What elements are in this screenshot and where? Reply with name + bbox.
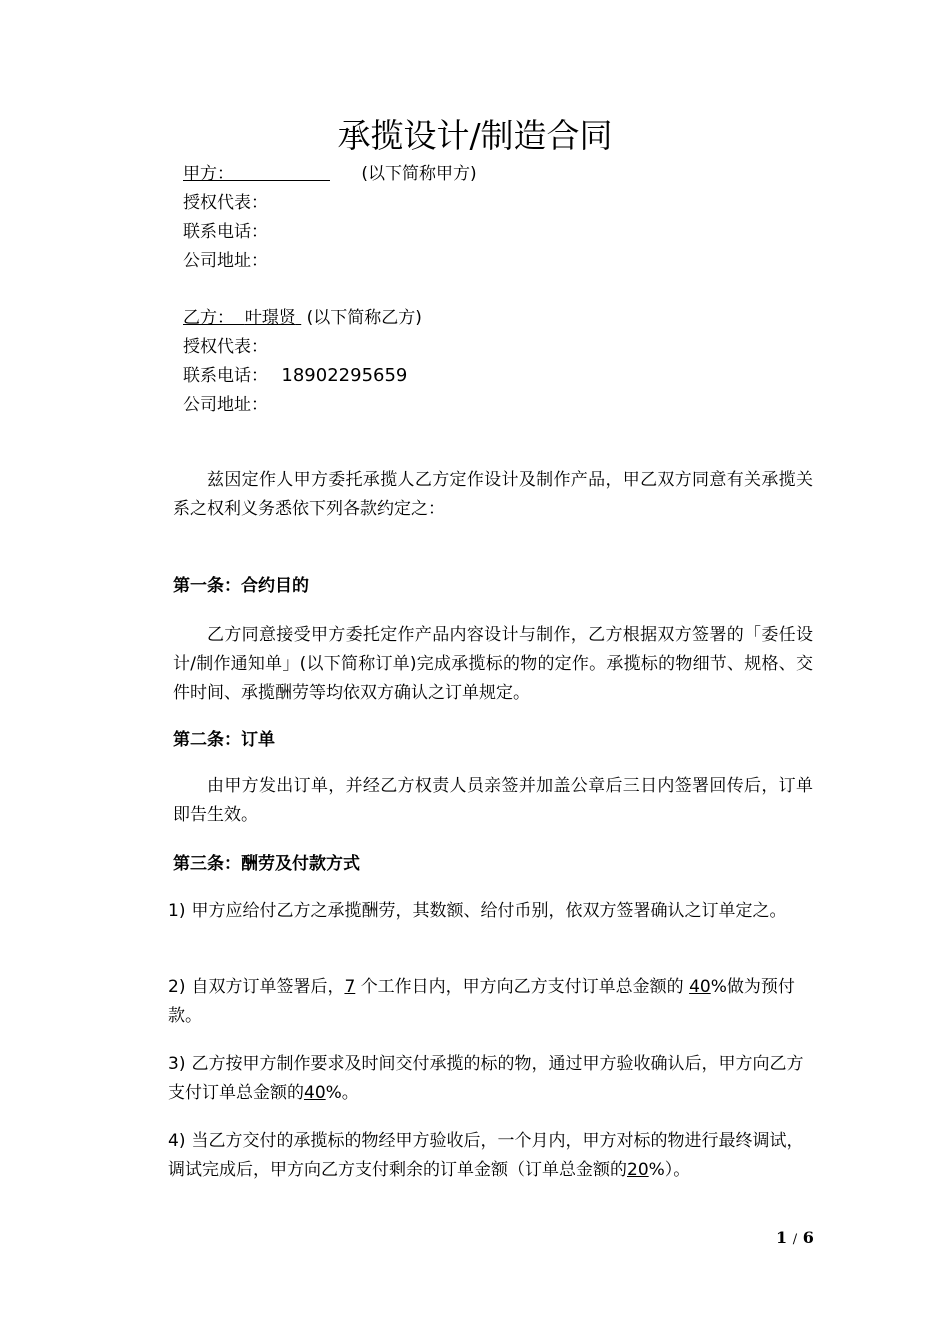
item-number: 1) xyxy=(168,901,186,921)
party-a-phone: 联系电话： xyxy=(183,222,268,242)
item-number: 2) xyxy=(168,977,186,997)
party-a-line xyxy=(183,162,477,186)
page-total: 6 xyxy=(802,1228,814,1247)
item-percent: 40 xyxy=(304,1083,326,1103)
list-item xyxy=(168,973,808,1031)
item-text-c: %做为预付款。 xyxy=(168,977,795,1026)
item-text-a: 乙方按甲方制作要求及时间交付承揽的标的物，通过甲方验收确认后，甲方向乙方支付订单总金额的 xyxy=(168,1054,804,1103)
article-2-heading: 第二条：订单 xyxy=(173,730,275,750)
item-percent: 40 xyxy=(689,977,711,997)
item-text-c: %。 xyxy=(325,1083,359,1103)
party-b-phone-label: 联系电话： xyxy=(183,366,268,386)
page-separator: / xyxy=(792,1232,798,1247)
page-current: 1 xyxy=(776,1228,788,1247)
article-1-body: 乙方同意接受甲方委托定作产品内容设计与制作，乙方根据双方签署的「委任设计/制作通知单」(以下简称订单)完成承揽标的物的定作。承揽标的物细节、规格、交件时间、承揽酬劳等均依双方确认之订单规定。 xyxy=(173,625,813,703)
party-b-label: 乙方： xyxy=(183,308,234,328)
intro-paragraph: 兹因定作人甲方委托承揽人乙方定作设计及制作产品，甲乙双方同意有关承揽关系之权利义务悉依下列各款约定之： xyxy=(173,470,813,519)
item-text: 甲方应给付乙方之承揽酬劳，其数额、给付币别，依双方签署确认之订单定之。 xyxy=(191,901,787,921)
article-2-body: 由甲方发出订单，并经乙方权责人员亲签并加盖公章后三日内签署回传后，订单即告生效。 xyxy=(173,776,813,825)
party-b-line xyxy=(183,306,422,330)
party-b-rep: 授权代表： xyxy=(183,337,268,357)
list-item xyxy=(168,1127,808,1185)
party-a-name-blank xyxy=(234,162,330,181)
item-number: 4) xyxy=(168,1131,186,1151)
item-text-a: 自双方订单签署后， xyxy=(191,977,345,997)
party-a-label: 甲方： xyxy=(183,164,234,184)
party-a-rep: 授权代表： xyxy=(183,193,268,213)
party-a-address: 公司地址： xyxy=(183,251,268,271)
item-number: 3) xyxy=(168,1054,186,1074)
party-b-note: (以下简称乙方) xyxy=(306,308,422,328)
item-percent: 20 xyxy=(627,1160,649,1180)
party-b-name: 叶璟贤 xyxy=(244,308,296,328)
party-b-phone-line xyxy=(183,364,407,388)
item-text-c: %）。 xyxy=(648,1160,691,1180)
party-b-label-name xyxy=(183,308,301,328)
contract-title: 承揽设计/制造合同 xyxy=(337,116,613,155)
item-text-b: 个工作日内，甲方向乙方支付订单总金额的 xyxy=(360,977,684,997)
item-text-a: 当乙方交付的承揽标的物经甲方验收后，一个月内，甲方对标的物进行最终调试，调试完成后，甲方向乙方支付剩余的订单金额（订单总金额的 xyxy=(168,1131,804,1180)
party-a-note: (以下简称甲方) xyxy=(361,164,477,184)
party-b-address: 公司地址： xyxy=(183,395,268,415)
item-days: 7 xyxy=(344,977,356,997)
article-1-heading: 第一条：合约目的 xyxy=(173,576,309,596)
page-number xyxy=(776,1227,814,1251)
article-3-heading: 第三条：酬劳及付款方式 xyxy=(173,854,360,874)
list-item xyxy=(168,1050,808,1108)
party-b-phone: 18902295659 xyxy=(281,365,408,386)
list-item xyxy=(168,897,808,926)
